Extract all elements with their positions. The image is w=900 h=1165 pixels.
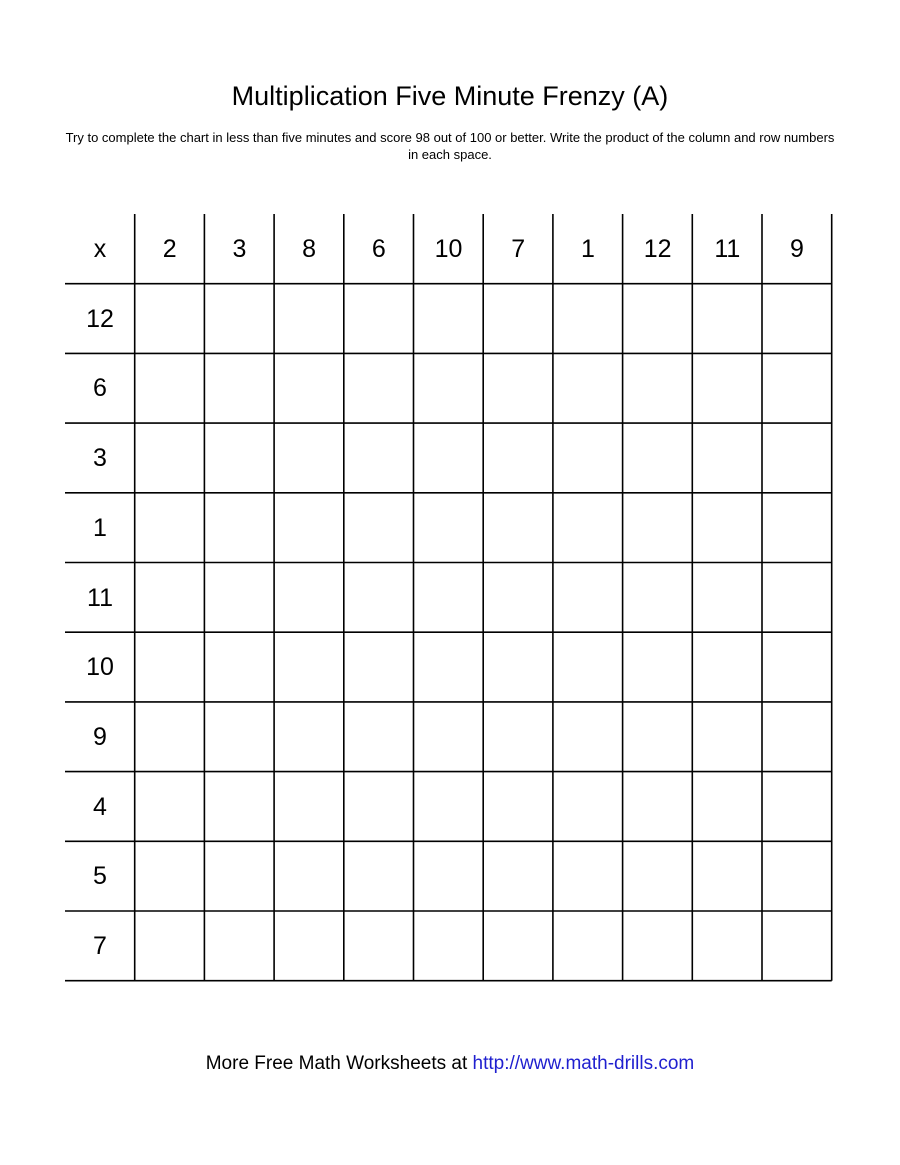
answer-cell[interactable]	[274, 772, 344, 842]
footer-text: More Free Math Worksheets at	[205, 1053, 468, 1074]
answer-cell[interactable]	[553, 702, 623, 772]
answer-cell[interactable]	[623, 702, 693, 772]
worksheet-instructions: Try to complete the chart in less than five minutes and score 98 out of 100 or better. Write the product of the column and row numbers in each space.	[65, 130, 835, 162]
answer-cell[interactable]	[274, 632, 344, 702]
row-header: 7	[93, 932, 107, 960]
column-header: 9	[790, 235, 804, 263]
answer-cell[interactable]	[762, 772, 832, 842]
answer-cell[interactable]	[483, 493, 553, 563]
answer-cell[interactable]	[135, 772, 205, 842]
answer-cell[interactable]	[274, 353, 344, 423]
answer-cell[interactable]	[483, 423, 553, 493]
answer-cell[interactable]	[135, 563, 205, 633]
answer-cell[interactable]	[553, 493, 623, 563]
answer-cell[interactable]	[762, 563, 832, 633]
answer-cell[interactable]	[762, 493, 832, 563]
answer-cell[interactable]	[414, 702, 484, 772]
answer-cell[interactable]	[135, 911, 205, 981]
column-header: 6	[371, 235, 386, 263]
answer-cell[interactable]	[204, 702, 274, 772]
answer-cell[interactable]	[135, 841, 205, 911]
answer-cell[interactable]	[762, 632, 832, 702]
row-header: 10	[86, 653, 114, 682]
answer-cell[interactable]	[553, 563, 623, 633]
answer-cell[interactable]	[135, 423, 205, 493]
answer-cell[interactable]	[692, 423, 762, 493]
answer-cell[interactable]	[274, 911, 344, 981]
answer-cell[interactable]	[692, 841, 762, 911]
worksheet-title: Multiplication Five Minute Frenzy (A)	[231, 81, 669, 111]
answer-cell[interactable]	[414, 911, 484, 981]
answer-cell[interactable]	[274, 702, 344, 772]
answer-cell[interactable]	[414, 353, 484, 423]
answer-cell[interactable]	[692, 284, 762, 354]
answer-cell[interactable]	[623, 563, 693, 633]
answer-cell[interactable]	[623, 493, 693, 563]
answer-cell[interactable]	[204, 911, 274, 981]
column-header: 1	[580, 235, 595, 263]
answer-cell[interactable]	[692, 772, 762, 842]
answer-cell[interactable]	[483, 772, 553, 842]
answer-cell[interactable]	[483, 284, 553, 354]
answer-cell[interactable]	[414, 772, 484, 842]
answer-cell[interactable]	[692, 493, 762, 563]
answer-cell[interactable]	[204, 353, 274, 423]
answer-cell[interactable]	[483, 632, 553, 702]
answer-cell[interactable]	[344, 493, 414, 563]
answer-cell[interactable]	[135, 702, 205, 772]
answer-cell[interactable]	[135, 284, 205, 354]
answer-cell[interactable]	[135, 493, 205, 563]
answer-cell[interactable]	[762, 284, 832, 354]
answer-cell[interactable]	[344, 841, 414, 911]
answer-cell[interactable]	[414, 841, 484, 911]
column-header: 12	[643, 235, 672, 263]
column-header: 2	[162, 235, 177, 263]
answer-cell[interactable]	[553, 772, 623, 842]
answer-cell[interactable]	[623, 841, 693, 911]
answer-cell[interactable]	[762, 702, 832, 772]
answer-cell[interactable]	[692, 632, 762, 702]
answer-cell[interactable]	[623, 632, 693, 702]
corner-label: x	[93, 235, 107, 263]
answer-cell[interactable]	[414, 493, 484, 563]
answer-cell[interactable]	[623, 772, 693, 842]
answer-cell[interactable]	[692, 353, 762, 423]
answer-cell[interactable]	[692, 911, 762, 981]
answer-cell[interactable]	[553, 632, 623, 702]
answer-cell[interactable]	[344, 353, 414, 423]
answer-cell[interactable]	[414, 284, 484, 354]
answer-cell[interactable]	[204, 493, 274, 563]
row-header: 9	[93, 722, 107, 751]
multiplication-grid	[65, 214, 831, 980]
footer	[0, 1052, 900, 1076]
answer-cell[interactable]	[204, 284, 274, 354]
row-header: 4	[93, 792, 107, 821]
answer-cell[interactable]	[483, 563, 553, 633]
answer-cell[interactable]	[135, 353, 205, 423]
answer-cell[interactable]	[483, 353, 553, 423]
answer-cell[interactable]	[483, 841, 553, 911]
answer-cell[interactable]	[344, 632, 414, 702]
answer-cell[interactable]	[135, 632, 205, 702]
answer-cell[interactable]	[414, 423, 484, 493]
answer-cell[interactable]	[483, 702, 553, 772]
answer-cell[interactable]	[553, 284, 623, 354]
answer-cell[interactable]	[344, 423, 414, 493]
column-header: 11	[714, 235, 741, 263]
answer-cell[interactable]	[274, 841, 344, 911]
row-header: 11	[87, 583, 113, 612]
answer-cell[interactable]	[344, 911, 414, 981]
footer-link[interactable]: http://www.math-drills.com	[472, 1053, 695, 1074]
answer-cell[interactable]	[204, 632, 274, 702]
answer-cell[interactable]	[692, 563, 762, 633]
answer-cell[interactable]	[762, 423, 832, 493]
column-header: 10	[434, 235, 463, 263]
answer-cell[interactable]	[553, 911, 623, 981]
answer-cell[interactable]	[344, 284, 414, 354]
answer-cell[interactable]	[204, 423, 274, 493]
row-header: 3	[93, 444, 107, 473]
answer-cell[interactable]	[274, 284, 344, 354]
answer-cell[interactable]	[414, 632, 484, 702]
answer-cell[interactable]	[553, 423, 623, 493]
answer-cell[interactable]	[274, 423, 344, 493]
answer-cell[interactable]	[692, 702, 762, 772]
column-header: 7	[511, 235, 526, 263]
answer-cell[interactable]	[623, 284, 693, 354]
answer-cell[interactable]	[623, 423, 693, 493]
column-header: 3	[232, 235, 247, 263]
answer-cell[interactable]	[762, 841, 832, 911]
answer-cell[interactable]	[762, 911, 832, 981]
answer-cell[interactable]	[344, 563, 414, 633]
row-header: 6	[93, 374, 107, 403]
answer-cell[interactable]	[762, 353, 832, 423]
column-header: 8	[302, 235, 317, 263]
row-header: 1	[93, 513, 107, 542]
answer-cell[interactable]	[623, 911, 693, 981]
answer-cell[interactable]	[274, 563, 344, 633]
answer-cell[interactable]	[553, 841, 623, 911]
answer-cell[interactable]	[204, 563, 274, 633]
answer-cell[interactable]	[204, 772, 274, 842]
row-header: 5	[93, 862, 107, 891]
answer-cell[interactable]	[344, 772, 414, 842]
answer-cell[interactable]	[274, 493, 344, 563]
answer-cell[interactable]	[623, 353, 693, 423]
answer-cell[interactable]	[483, 911, 553, 981]
answer-cell[interactable]	[553, 353, 623, 423]
answer-cell[interactable]	[414, 563, 484, 633]
answer-cell[interactable]	[204, 841, 274, 911]
row-header: 12	[86, 304, 114, 333]
answer-cell[interactable]	[344, 702, 414, 772]
